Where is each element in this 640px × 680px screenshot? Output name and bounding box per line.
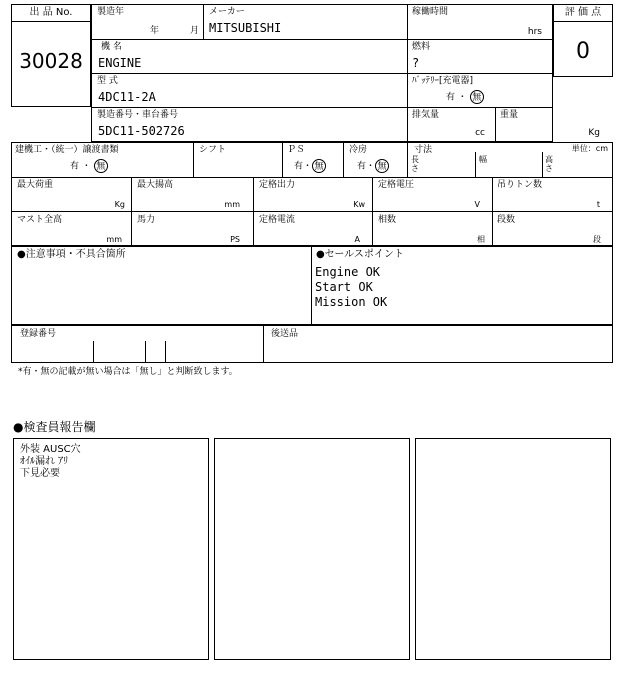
- horsepower-unit: PS: [230, 235, 240, 244]
- shift-label: シフト: [199, 145, 227, 155]
- cooling-no-circled: 無: [375, 159, 389, 173]
- rating-label: 評 価 点: [564, 7, 602, 18]
- lot-number-label: 出 品 No.: [29, 7, 73, 18]
- crane-ton-unit: t: [596, 200, 600, 209]
- phase-label: 相数: [378, 215, 397, 225]
- inspector-box-2: [214, 438, 410, 660]
- ps-yes-no: 有・ 無: [294, 159, 326, 174]
- max-load-label: 最大荷重: [17, 180, 54, 190]
- post-ship-label: 後送品: [271, 329, 299, 339]
- dimension-label: 寸法: [414, 145, 433, 155]
- serial-value: 5DC11-502726: [98, 124, 185, 138]
- model-label: 型 式: [97, 76, 118, 86]
- max-lift-label: 最大揚高: [137, 180, 174, 190]
- rated-current-unit: A: [354, 235, 360, 244]
- year-label: 製造年: [97, 7, 125, 17]
- max-lift-unit: mm: [224, 200, 240, 209]
- rated-voltage-label: 定格電圧: [378, 180, 415, 190]
- width-label: 幅: [479, 155, 487, 164]
- inspector-line-3: 下見必要: [20, 468, 60, 479]
- sales-line-2: Start OK: [315, 280, 373, 294]
- length-label: 長さ: [411, 155, 419, 173]
- transfer-doc-label: 建機工・（統一）譲渡書類: [15, 145, 119, 155]
- fuel-value: ?: [412, 56, 420, 70]
- displacement-label: 排気量: [412, 110, 440, 120]
- horsepower-label: 馬力: [137, 215, 156, 225]
- inspector-line-2: ｵｲﾙ漏れ ｱﾘ: [20, 456, 69, 467]
- ps-label: ＰＳ: [287, 145, 306, 155]
- registration-row: [11, 325, 613, 363]
- weight-label: 重量: [500, 110, 519, 120]
- mast-height-unit: mm: [106, 235, 122, 244]
- crane-ton-label: 吊りトン数: [497, 180, 543, 190]
- sales-line-1: Engine OK: [315, 265, 381, 279]
- rated-output-unit: Kw: [353, 200, 365, 209]
- maker-label: メーカー: [209, 7, 245, 17]
- stage-unit: 段: [593, 235, 601, 244]
- displacement-unit: cc: [475, 128, 485, 138]
- fuel-label: 燃料: [412, 42, 431, 52]
- year-unit-year: 年: [150, 26, 160, 36]
- battery-label: ﾊﾞｯﾃﾘｰ[充電器]: [412, 76, 474, 86]
- machine-name-label: 機 名: [101, 42, 122, 52]
- inspector-title: ●検査員報告欄: [13, 420, 96, 434]
- sales-point-label: ●セールスポイント: [316, 249, 404, 260]
- machine-name-value: ENGINE: [98, 56, 142, 70]
- inspector-box-3: [415, 438, 611, 660]
- mast-height-label: マスト全高: [17, 215, 63, 225]
- model-value: 4DC11-2A: [98, 90, 156, 104]
- rated-current-label: 定格電流: [259, 215, 296, 225]
- hours-unit: hrs: [527, 27, 542, 37]
- ps-no-circled: 無: [312, 159, 326, 173]
- rated-voltage-unit: V: [474, 200, 480, 209]
- reg-number-label: 登録番号: [20, 329, 57, 339]
- rated-output-label: 定格出力: [259, 180, 296, 190]
- cooling-label: 冷房: [349, 145, 368, 155]
- maker-value: MITSUBISHI: [209, 21, 282, 35]
- battery-no-circled: 無: [470, 90, 484, 104]
- weight-unit: Kg: [588, 128, 600, 138]
- transfer-doc-no-circled: 無: [94, 159, 108, 173]
- battery-yes-no: 有 ・ 無: [446, 90, 484, 105]
- year-unit-month: 月: [190, 26, 200, 36]
- height-label: 高さ: [545, 155, 553, 173]
- footnote: *有・無の記載が無い場合は「無し」と判断致します。: [18, 367, 238, 377]
- cooling-yes-no: 有・ 無: [357, 159, 389, 174]
- stage-label: 段数: [497, 215, 516, 225]
- dimension-unit: 単位：cm: [571, 144, 608, 153]
- phase-unit: 相: [477, 235, 485, 244]
- lot-number: 30028: [19, 49, 83, 73]
- transfer-doc-yes-no: 有 ・ 無: [70, 159, 108, 174]
- inspector-line-1: 外装 AUSC穴: [20, 444, 81, 455]
- serial-label: 製造番号・車台番号: [97, 110, 179, 120]
- caution-label: ●注意事項・不具合箇所: [17, 249, 126, 260]
- max-load-unit: Kg: [114, 200, 125, 209]
- rating-value: 0: [576, 39, 590, 64]
- spec-grid: [11, 142, 613, 246]
- sales-line-3: Mission OK: [315, 295, 388, 309]
- hours-label: 稼働時間: [412, 7, 449, 17]
